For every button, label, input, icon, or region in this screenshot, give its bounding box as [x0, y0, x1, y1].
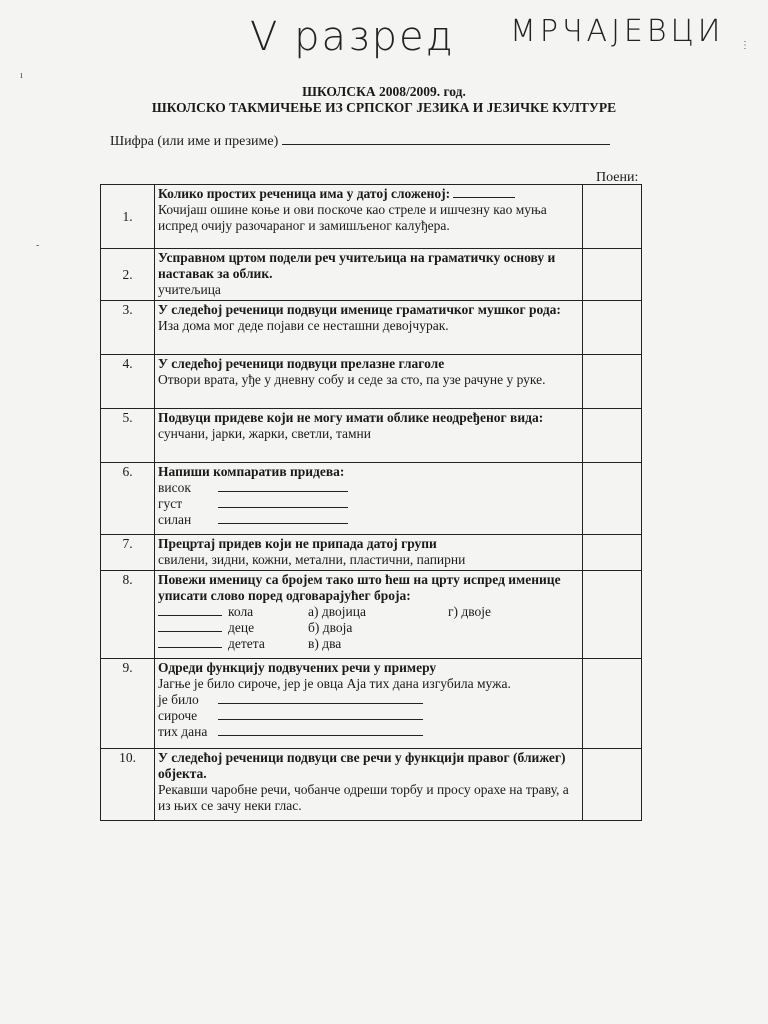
question-number: 4.: [101, 355, 155, 409]
handwritten-village: МРЧАЈЕВЦИ: [510, 14, 725, 49]
answer-line[interactable]: [218, 512, 348, 524]
question-cell: [155, 463, 583, 535]
list-item: висок: [158, 480, 579, 496]
question-number: 3.: [101, 301, 155, 355]
question-number: 2.: [101, 249, 155, 301]
question-text: учитељица: [158, 282, 221, 297]
list-item: тих дана: [158, 724, 579, 740]
answer-line[interactable]: [218, 496, 348, 508]
question-number: 10.: [101, 749, 155, 821]
question-cell: [155, 301, 583, 355]
scan-mark: ı: [20, 70, 23, 81]
points-cell[interactable]: [583, 463, 642, 535]
points-cell[interactable]: [583, 535, 642, 571]
question-cell: [155, 355, 583, 409]
points-cell[interactable]: [583, 571, 642, 659]
question-cell: [155, 249, 583, 301]
question-number: 6.: [101, 463, 155, 535]
question-prompt: Напиши компаратив придева:: [158, 464, 345, 479]
question-prompt: Прецртај придев који не припада датој групи: [158, 536, 437, 551]
points-cell[interactable]: [583, 185, 642, 249]
list-item: кола а) двојица г) двоје: [158, 604, 579, 620]
table-row: [101, 535, 642, 571]
question-number: 8.: [101, 571, 155, 659]
scan-mark: -: [36, 240, 40, 251]
question-text: Отвори врата, уђе у дневну собу и седе за сто, па узе рачуне у руке.: [158, 372, 546, 387]
list-item: силан: [158, 512, 579, 528]
question-table: [100, 184, 642, 821]
question-cell: [155, 185, 583, 249]
table-row: [101, 301, 642, 355]
list-item: густ: [158, 496, 579, 512]
question-number: 7.: [101, 535, 155, 571]
table-row: [101, 185, 642, 249]
question-prompt: У следећој реченици подвуци прелазне глаголе: [158, 356, 445, 371]
scan-mark: ⋮: [740, 40, 750, 51]
question-prompt: У следећој реченици подвуци именице граматичког мушког рода:: [158, 302, 561, 317]
answer-line[interactable]: [218, 480, 348, 492]
answer-line[interactable]: [158, 604, 222, 616]
school-year: ШКОЛСКА 2008/2009. год.: [302, 84, 466, 99]
answer-line[interactable]: [218, 692, 423, 704]
table-row: [101, 749, 642, 821]
question-text: Кочијаш ошине коње и ови поскоче као стреле и ишчезну као муња испред очију разочараног и замишљеног калуђера.: [158, 202, 547, 233]
code-label: Шифра (или име и презиме): [110, 134, 279, 149]
code-line[interactable]: [282, 132, 610, 145]
list-item: детета в) два: [158, 636, 579, 652]
question-text: свилени, зидни, кожни, метални, пластични, папирни: [158, 552, 466, 567]
list-item: је било: [158, 692, 579, 708]
table-row: [101, 659, 642, 749]
question-number: 1.: [101, 185, 155, 249]
answer-line[interactable]: [218, 724, 423, 736]
question-prompt: Повежи именицу са бројем тако што ћеш на цртy испред именице уписати слово поред одговарајућег броја:: [158, 572, 561, 603]
question-text: сунчани, јарки, жарки, светли, тамни: [158, 426, 372, 441]
question-number: 5.: [101, 409, 155, 463]
answer-line[interactable]: [158, 636, 222, 648]
points-cell[interactable]: [583, 301, 642, 355]
question-text: Иза дома мог деде појави се несташни девојчурак.: [158, 318, 449, 333]
question-cell: [155, 749, 583, 821]
table-row: [101, 463, 642, 535]
points-cell[interactable]: [583, 409, 642, 463]
handwritten-grade: V разред: [250, 14, 455, 60]
points-cell[interactable]: [583, 249, 642, 301]
answer-line[interactable]: [158, 620, 222, 632]
competition-title: ШКОЛСКО ТАКМИЧЕЊЕ ИЗ СРПСКОГ ЈЕЗИКА И ЈЕЗИЧКЕ КУЛТУРЕ: [151, 100, 617, 115]
table-row: [101, 249, 642, 301]
list-item: сироче: [158, 708, 579, 724]
points-label: Поени:: [596, 170, 639, 185]
question-cell: [155, 659, 583, 749]
question-prompt: У следећој реченици подвуци све речи у функцији правог (ближег) објекта.: [158, 750, 566, 781]
table-row: [101, 355, 642, 409]
code-field: [110, 132, 610, 150]
question-number: 9.: [101, 659, 155, 749]
question-text: Рекавши чаробне речи, чобанче одреши торбу и просу орахе на траву, а из њих се зачу неки глас.: [158, 782, 569, 813]
question-text: Јагње је било сироче, јер је овца Аја тих дана изгубила мужа.: [158, 676, 511, 691]
table-row: [101, 571, 642, 659]
answer-line[interactable]: [218, 708, 423, 720]
question-prompt: Колико простих реченица има у датој сложеној:: [158, 186, 451, 201]
points-cell[interactable]: [583, 659, 642, 749]
list-item: деце б) двоја: [158, 620, 579, 636]
question-cell: [155, 535, 583, 571]
question-cell: [155, 409, 583, 463]
question-prompt: Усправном цртом подели реч учитељица на граматичку основу и наставак за облик.: [158, 250, 556, 281]
question-cell: [155, 571, 583, 659]
points-cell[interactable]: [583, 355, 642, 409]
question-prompt: Одреди функцију подвучених речи у примеру: [158, 660, 437, 675]
question-prompt: Подвуци придеве који не могу имати облике неодређеног вида:: [158, 410, 544, 425]
table-row: [101, 409, 642, 463]
points-cell[interactable]: [583, 749, 642, 821]
answer-line[interactable]: [453, 186, 515, 198]
